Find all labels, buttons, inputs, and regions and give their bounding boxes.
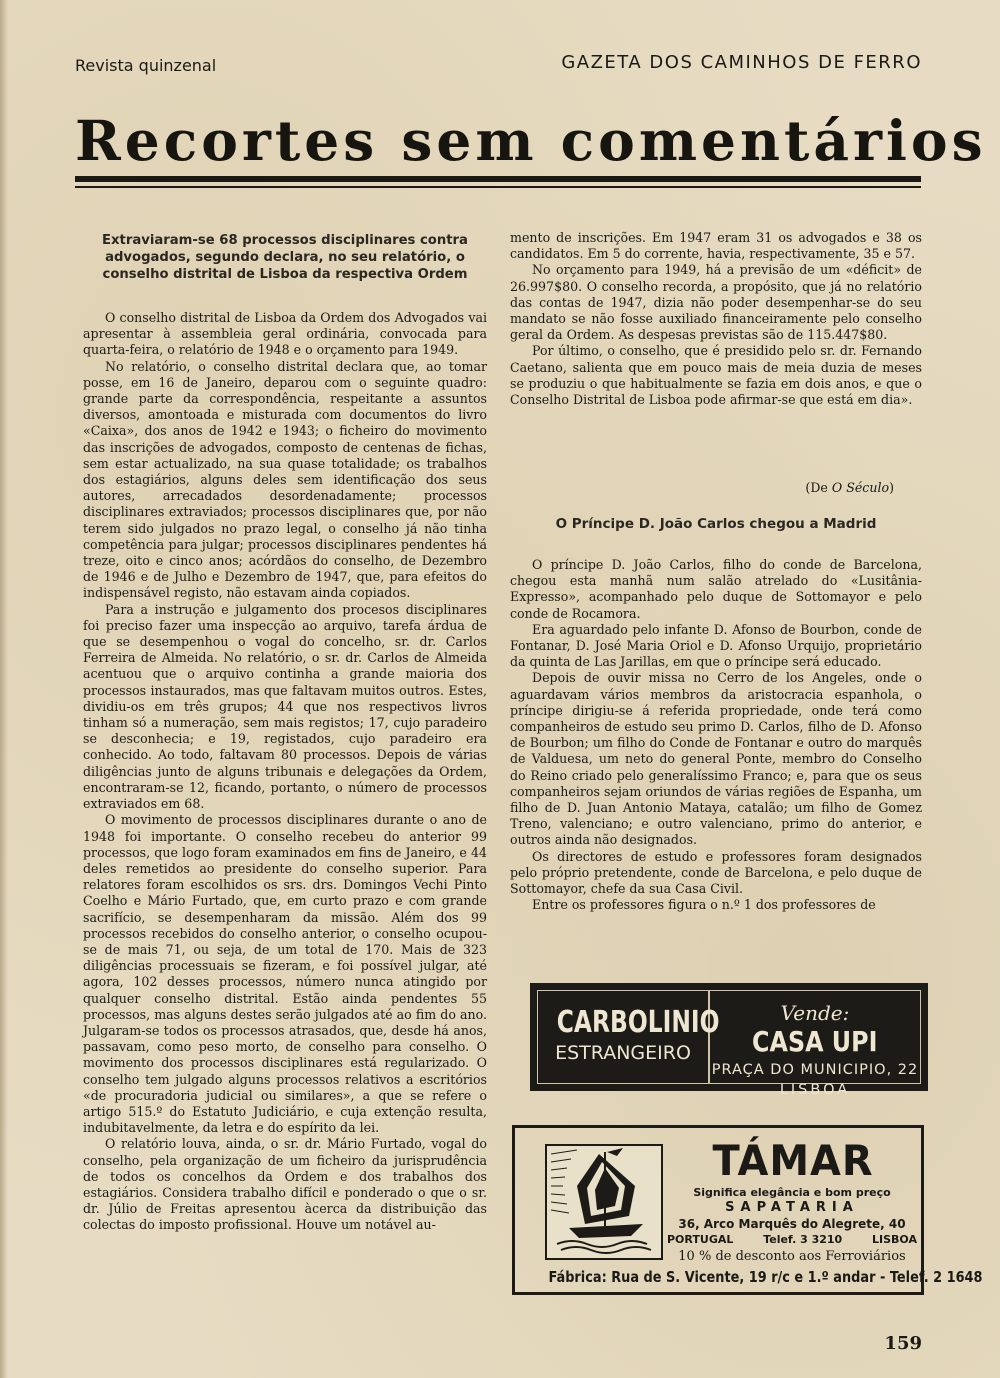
paragraph: Era aguardado pelo infante D. Afonso de Bourbon, conde de Fontanar, D. José Maria Oriol e D. Afonso Urquijo, proprietário da quinta de Las Jarillas, em que o príncipe será educado.: [510, 621, 922, 670]
paragraph: O relatório louva, ainda, o sr. dr. Mário Furtado, vogal do conselho, pela organização de um ficheiro da jurisprudência de todos os concelhos da Ordem e dos trabalhos dos estagiários. Considera trabalho difícil e ponderado o que o sr. dr. Júlio de Freitas apresentou àcerca da distribuição das colectas do imposto profissional. Houve um notável au-: [83, 1136, 487, 1233]
article2-body: [510, 557, 922, 913]
paragraph: Por último, o conselho, que é presidido pelo sr. dr. Fernando Caetano, salienta que em pouco mais de meia duzia de meses se produziu o que habitualmente se fazia em dois anos, e que o Conselho Distrital de Lisboa pode afirmar-se que está em dia».: [510, 343, 922, 408]
advertisement-tamar: [512, 1125, 983, 1295]
page-number: 159: [884, 1333, 922, 1354]
ad-subtitle: ESTRANGEIRO: [555, 1042, 691, 1064]
ad-city: LISBOA: [872, 1233, 917, 1246]
header-left: Revista quinzenal: [75, 56, 217, 75]
ad-phone: Telef. 3 3210: [763, 1233, 843, 1246]
paragraph: O príncipe D. João Carlos, filho do conde de Barcelona, chegou esta manhã num salão atrelado do «Lusitânia-Expresso», acompanhado pelo duque de Sottomayor e pelo conde de Rocamora.: [510, 557, 922, 621]
article1-headline: Extraviaram-se 68 processos disciplinares contra advogados, segundo declara, no seu relatório, o conselho distrital de Lisboa da respectiva Ordem: [102, 233, 468, 282]
sailboat-logo-icon: [545, 1144, 663, 1260]
page-title: Recortes sem comentários: [75, 108, 987, 173]
page-edge-shadow: [0, 0, 8, 1378]
paragraph: mento de inscrições. Em 1947 eram 31 os advogados e 38 os candidatos. Em 5 do corrente, havia, respectivamente, 35 e 57.: [510, 230, 922, 262]
ad-kind: SAPATARIA: [725, 1200, 859, 1215]
article2-headline: O Príncipe D. João Carlos chegou a Madrid: [555, 516, 877, 532]
paragraph: O movimento de processos disciplinares durante o ano de 1948 foi importante. O conselho recebeu do anterior 99 processos, que logo foram examinados em fins de Janeiro, e 44 deles remetidos ao presidente do conselho superior. Para relatores foram escolhidos os srs. drs. Domingos Vechi Pinto Coelho e Mário Furtado, que, em curto prazo e com grande sacrifício, se desempenharam da missão. Além dos 99 processos recebidos do conselho anterior, o conselho ocupou-se de mais 71, ou seja, de um total de 170. Mais de 323 diligências processuais se fizeram, e foi possível julgar, até agora, 102 desses processos, número nunca atingido por qualquer conselho distrital. Estão ainda pendentes 55 processos, mas alguns destes serão julgados até ao fim do ano. Julgaram-se todos os processos atrasados, que, desde há anos, passavam, como peso morto, de conselho para conselho. O movimento dos processos disciplinares está regularizado. O conselho tem julgado alguns processos relativos a escritórios «de procuradoria judicial ou similares», a que se refere o artigo 515.º do Estatuto Judiciário, e cuja extenção resulta, indubitavelmente, da letra e do espírito da lei.: [83, 812, 487, 1136]
ad-address: PRAÇA DO MUNICIPIO, 22: [711, 1062, 919, 1078]
paragraph: Entre os professores figura o n.º 1 dos professores de: [532, 897, 876, 913]
ad-country: PORTUGAL: [667, 1233, 734, 1246]
ad-address: 36, Arco Marquês do Alegrete, 40: [678, 1217, 906, 1231]
paragraph: No relatório, o conselho distrital declara que, ao tomar posse, em 16 de Janeiro, deparou com o seguinte quadro: grande parte da correspondência, respeitante a assuntos diversos, amontoada e misturada com documentos do livro «Caixa», dos anos de 1942 e 1943; o ficheiro do movimento das inscrições de advogados, composto de centenas de fichas, sem estar actualizado, na sua quase totalidade; os trabalhos dos estagiários, alguns deles sem identificação dos seus autores, arrecadados desordenadamente; processos disciplinares extraviados; processos disciplinares que, por não terem sido julgados no prazo legal, o conselho já não tinha competência para julgar; processos disciplinares pendentes há treze, oito e cinco anos; acórdãos do conselho, de Dezembro de 1946 e de Julho e Dezembro de 1947, que, para efeitos do indispensável registo, não estavam ainda copiados.: [83, 358, 487, 601]
ad-brand: CARBOLINIO: [556, 1005, 720, 1040]
article1-body: [83, 310, 487, 1234]
paragraph: O conselho distrital de Lisboa da Ordem dos Advogados vai apresentar à assembleia geral ordinária, convocada para quarta-feira, o relatório de 1948 e o orçamento para 1949.: [83, 310, 487, 358]
ad-contact-row: [667, 1233, 917, 1246]
paragraph: Os directores de estudo e professores foram designados pelo próprio pretendente, conde de Barcelona, e pelo duque de Sottomayor, chefe da sua Casa Civil.: [510, 848, 922, 897]
ad-factory: Fábrica: Rua de S. Vicente, 19 r/c e 1.º andar - Telef. 2 1648: [548, 1268, 983, 1286]
ad-product-block: [538, 991, 720, 1083]
ad-vende: Vende:: [780, 1001, 850, 1025]
ad-brand: TÁMAR: [712, 1136, 874, 1185]
paragraph: No orçamento para 1949, há a previsão de um «déficit» de 26.997$80. O conselho recorda, a propósito, que já no relatório das contas de 1947, dizia não poder desempenhar-se do seu mandato se não fosse auxiliado financeiramente pelo conselho geral da Ordem. As despesas previstas são de 115.447$80.: [510, 262, 922, 343]
source-name: O Século: [831, 480, 890, 495]
ad-discount: 10 % de desconto aos Ferroviários: [678, 1249, 906, 1264]
article1-source: (De O Século): [805, 480, 894, 495]
header-right: GAZETA DOS CAMINHOS DE FERRO: [561, 52, 922, 73]
ad-shop-name: CASA UPI: [752, 1025, 878, 1058]
ad-tagline: Significa elegância e bom preço: [693, 1186, 891, 1199]
article1-continuation: [510, 230, 922, 408]
paragraph: Para a instrução e julgamento dos procesos disciplinares foi preciso fazer uma inspecção ao arquivo, tarefa árdua de que se desempenhou o vogal do concelho, sr. dr. Carlos Ferreira de Almeida. No relatório, o sr. dr. Carlos de Almeida acentuou que o arquivo continha a grande maioria dos processos instaurados, mas que faltavam muitos outros. Estes, dividiu-os em três grupos; 44 que nos respectivos livros tinham só a numeração, sem mais registos; 17, cujo paradeiro se desconhecia; e 19, registados, cujo paradeiro era conhecido. Ao todo, faltavam 80 processos. Depois de várias diligências junto de alguns tribunais e delegações da Ordem, encontraram-se 12, ficando, portanto, o número de processos extraviados em 68.: [83, 601, 487, 812]
title-rule-thin: [75, 186, 921, 188]
title-rule-thick: [75, 176, 921, 182]
advertisement-carbolinio: [530, 983, 928, 1098]
paragraph: Depois de ouvir missa no Cerro de los Angeles, onde o aguardavam vários membros da aristocracia espanhola, o príncipe dirigiu-se á referida propriedade, onde terá como companheiros de estudo seu primo D. Carlos, filho de D. Afonso de Bourbon; um filho do Conde de Fontanar e outro do marquês de Valduesa, um neto do general Ponte, membro do Conselho do Reino criado pelo generalíssimo Franco; e, para que os seus companheiros sejam oriundos de várias regiões de Espanha, um filho de D. Juan Antonio Mataya, catalão; um filho de Gomez Treno, valenciano; e outro valenciano, primo do anterior, e outros ainda não designados.: [510, 670, 922, 848]
ad-city: LISBOA: [779, 1082, 851, 1098]
ad-seller-block: [710, 991, 920, 1098]
